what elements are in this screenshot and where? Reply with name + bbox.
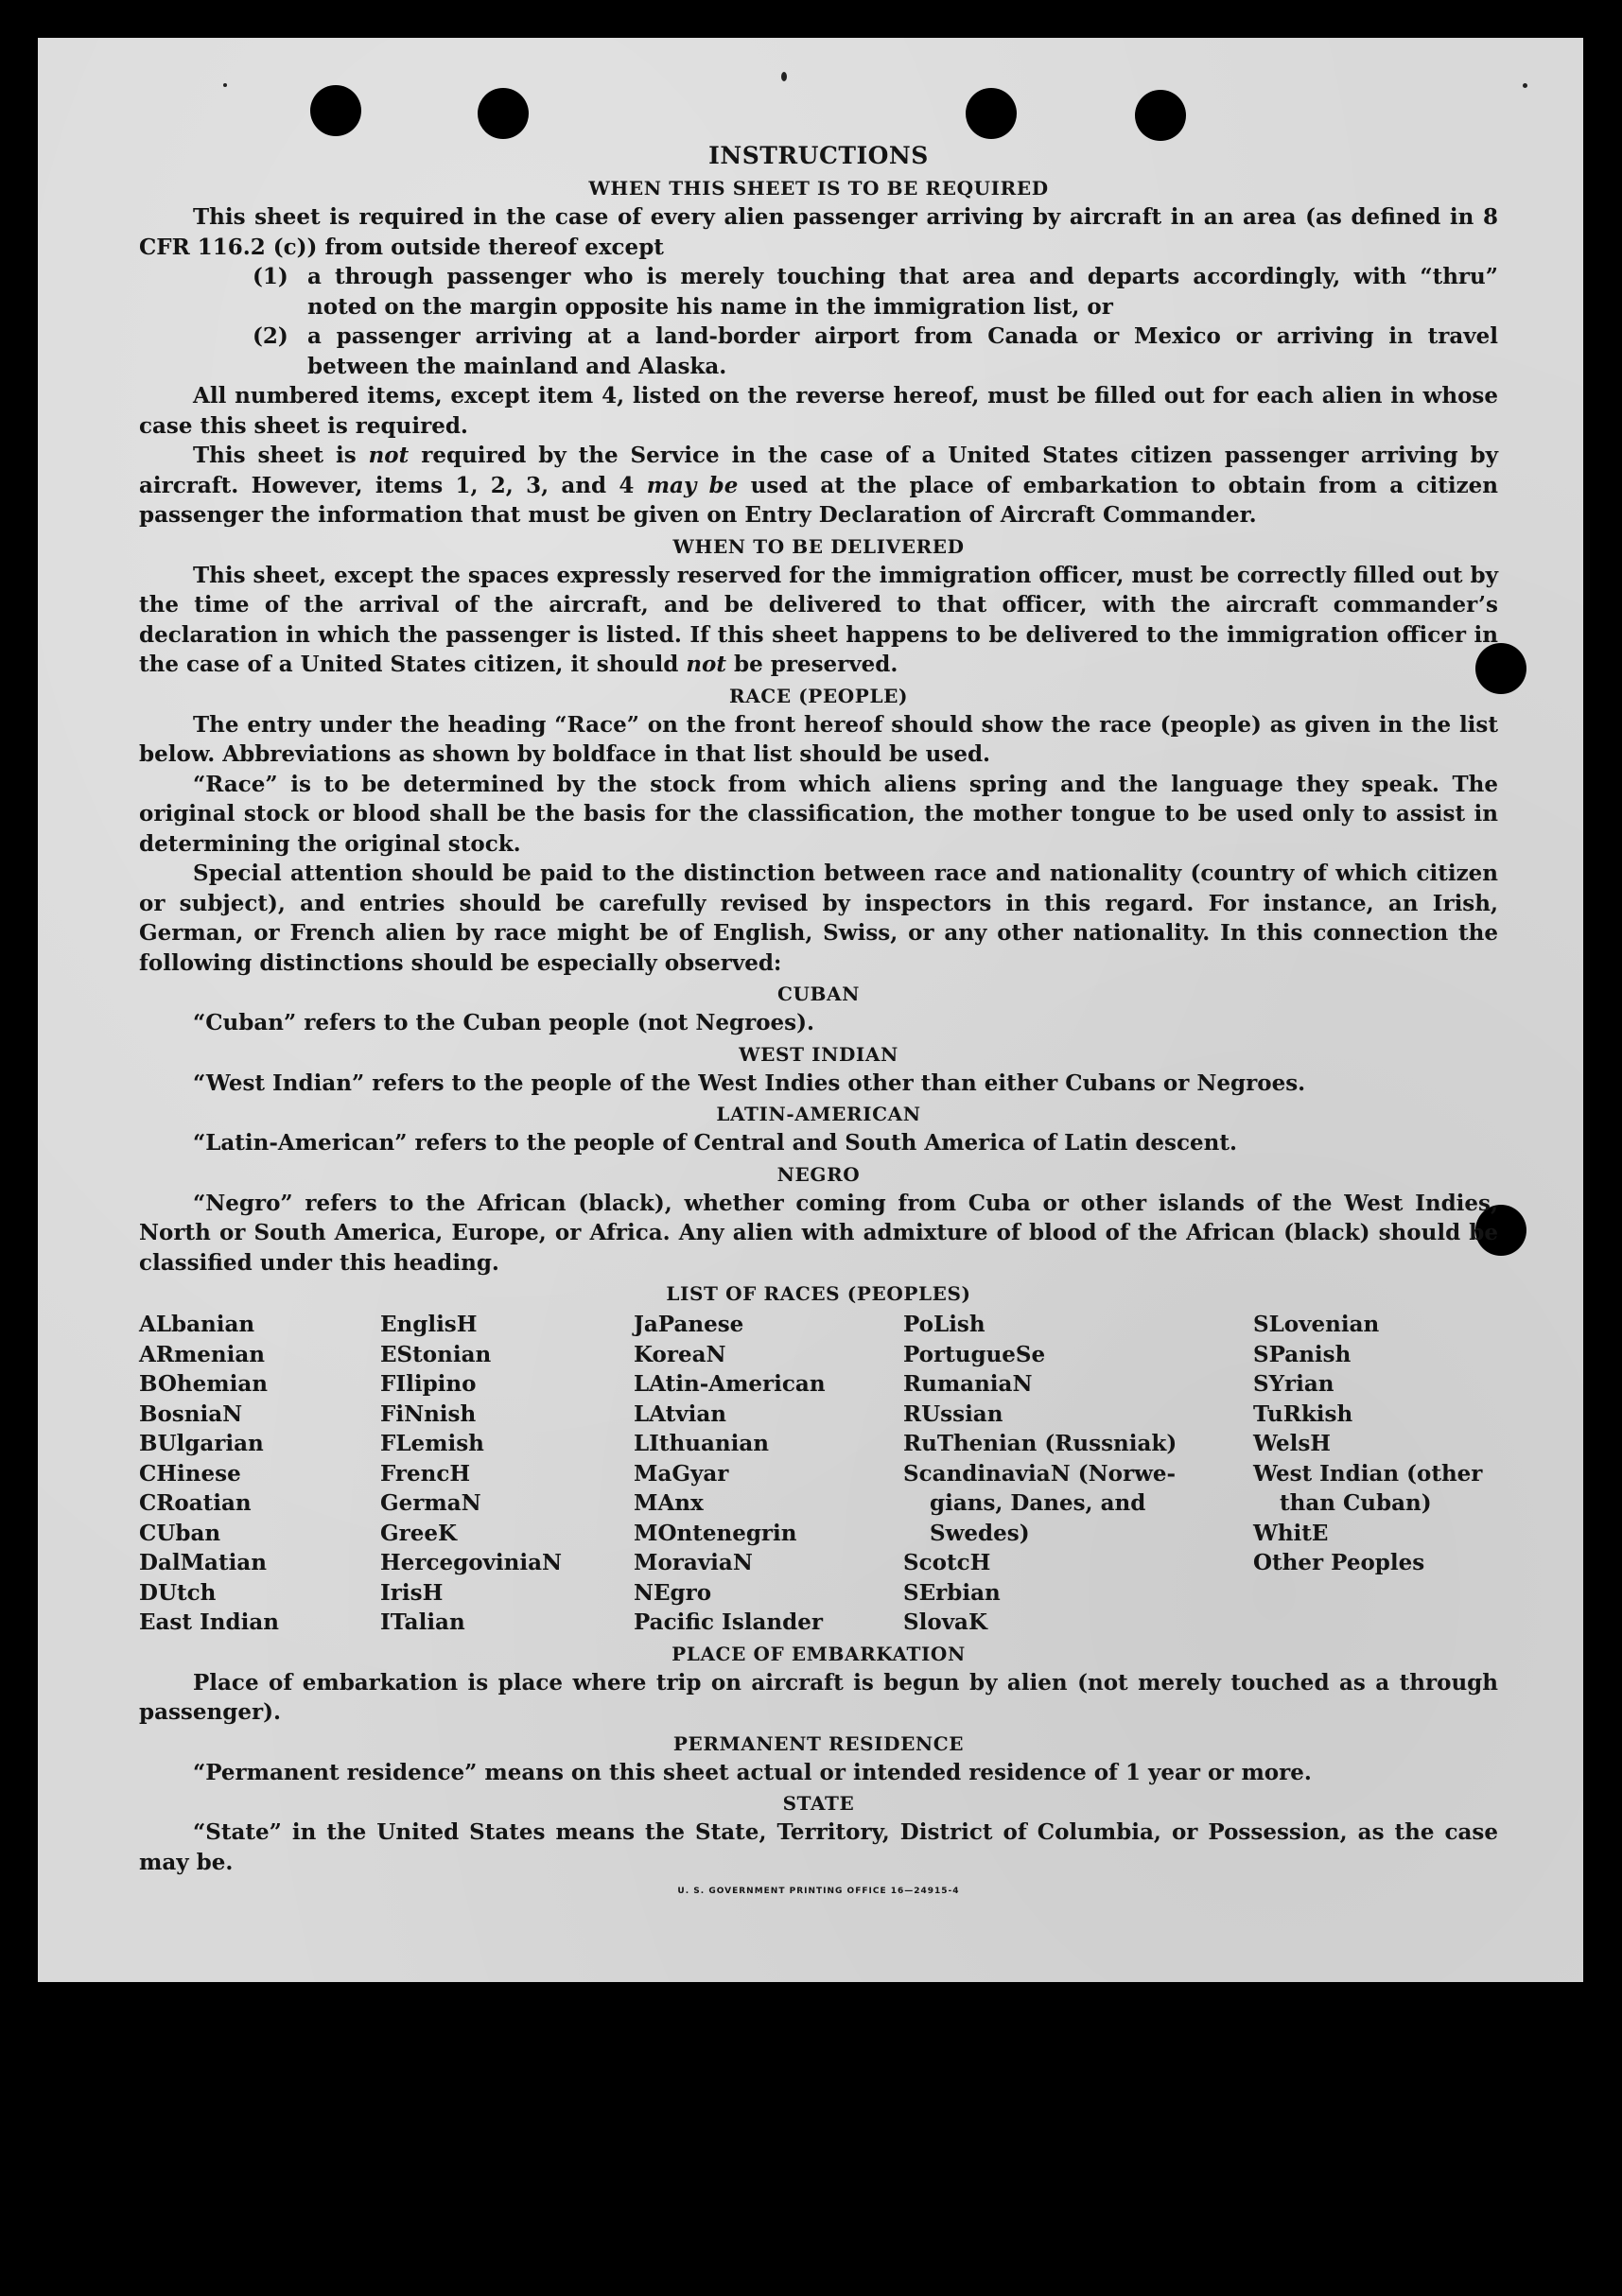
race-entry: TuRkish <box>1253 1400 1353 1427</box>
page-title: INSTRUCTIONS <box>708 142 929 169</box>
race-entry: MoraviaN <box>634 1550 753 1575</box>
item-number: (1) <box>253 264 288 289</box>
paragraph: The entry under the heading “Race” on the front hereof should show the race (people) as given in the list below. Abbreviations as shown by boldface in that list should be used. <box>139 711 1498 767</box>
race-entry: LIthuanian <box>634 1431 769 1456</box>
race-entry: CRoatian <box>139 1490 252 1516</box>
paragraph: Place of embarkation is place where trip on aircraft is begun by alien (not merely touched as a through passenger). <box>139 1669 1498 1725</box>
race-entry: ALbanian <box>139 1312 255 1337</box>
race-entry: LAtin-American <box>634 1371 826 1397</box>
paragraph <box>139 561 1498 680</box>
emphasis: not <box>368 443 410 468</box>
race-entry: GermaN <box>380 1490 481 1516</box>
race-entry: WhitE <box>1253 1520 1329 1546</box>
section-heading: WHEN TO BE DELIVERED <box>672 534 965 558</box>
text-run: This sheet is <box>193 443 369 468</box>
race-entry: ScotcH <box>903 1550 991 1575</box>
race-entry: MOntenegrin <box>634 1520 797 1546</box>
race-entry: ITalian <box>380 1609 465 1635</box>
race-entry: DalMatian <box>139 1550 267 1575</box>
section-heading: LATIN-AMERICAN <box>716 1103 921 1125</box>
race-entry: SYrian <box>1253 1371 1334 1397</box>
race-entry: East Indian <box>139 1609 279 1635</box>
race-entry: RuThenian (Russniak) <box>903 1431 1177 1456</box>
printing-office-footer: U. S. GOVERNMENT PRINTING OFFICE 16—24915-4 <box>677 1887 960 1896</box>
race-entry: MAnx <box>634 1490 704 1516</box>
emphasis: may be <box>646 472 739 498</box>
races-column <box>139 1310 380 1638</box>
emphasis: not <box>686 652 727 677</box>
paragraph: “Permanent residence” means on this sheet actual or intended residence of 1 year or more. <box>193 1759 1312 1785</box>
paragraph: “West Indian” refers to the people of the West Indies other than either Cubans or Negroes. <box>193 1070 1306 1096</box>
race-entry: BOhemian <box>139 1371 268 1397</box>
race-entry: SLovenian <box>1253 1312 1380 1337</box>
race-entry: BosniaN <box>139 1400 243 1427</box>
race-entry: DUtch <box>139 1579 217 1606</box>
list-item <box>253 322 1498 381</box>
text-run: This sheet, except the spaces expressly reserved for the immigration officer, must be correctly filled out by the time of the arrival of the aircraft, and be delivered to that officer, with the aircraft commander’s declaration in which the passenger is listed. If this sheet happens to be delivered to the immigration officer in the case of a United States citizen, it should <box>139 562 1498 677</box>
paragraph: Special attention should be paid to the distinction between race and nationality (country of which citizen or subject), and entries should be carefully revised by inspectors in this regard. For instance, an Irish, German, or French alien by race might be of English, Swiss, or any other nationality. In this connection the following distinctions should be especially observed: <box>139 861 1498 976</box>
race-entry: PortugueSe <box>903 1341 1046 1367</box>
speck <box>1523 83 1527 88</box>
section-heading: WHEN THIS SHEET IS TO BE REQUIRED <box>588 177 1049 200</box>
punch-hole <box>966 88 1017 139</box>
race-entry: RumaniaN <box>903 1371 1033 1397</box>
races-column <box>380 1310 634 1638</box>
race-entry: GreeK <box>380 1520 458 1546</box>
race-entry: LAtvian <box>634 1400 726 1427</box>
races-column <box>1253 1310 1494 1638</box>
race-entry: EStonian <box>380 1341 492 1367</box>
race-entry: FiNnish <box>380 1400 477 1427</box>
section-heading: PLACE OF EMBARKATION <box>671 1642 966 1665</box>
document-sheet <box>38 38 1583 1982</box>
races-list <box>139 1310 1498 1638</box>
race-entry: JaPanese <box>634 1312 744 1337</box>
race-entry: CHinese <box>139 1460 241 1487</box>
paragraph: “Cuban” refers to the Cuban people (not Negroes). <box>193 1010 815 1035</box>
race-entry: West Indian (other <box>1253 1460 1483 1487</box>
text-run: be preserved. <box>726 652 898 677</box>
race-entry: gians, Danes, and <box>930 1490 1146 1516</box>
race-entry: ARmenian <box>139 1341 266 1367</box>
race-entry: SErbian <box>903 1579 1001 1606</box>
race-entry: SPanish <box>1253 1341 1352 1367</box>
item-number: (2) <box>253 323 288 349</box>
text-run: used at the place of embarkation to obtain from a citizen passenger the information that must be given on Entry Declaration of Aircraft Commander. <box>139 472 1498 528</box>
race-entry: KoreaN <box>634 1341 726 1367</box>
paragraph: “Race” is to be determined by the stock from which aliens spring and the language they speak. The original stock or blood shall be the basis for the classification, the mother tongue to be used only to assist in determining the original stock. <box>139 771 1498 857</box>
race-entry: WelsH <box>1253 1431 1332 1456</box>
race-entry: Other Peoples <box>1253 1550 1425 1575</box>
item-text: a through passenger who is merely touching that area and departs accordingly, with “thru” noted on the margin opposite his name in the immigration list, or <box>307 264 1498 320</box>
section-heading: RACE (PEOPLE) <box>728 684 909 707</box>
race-entry: BUlgarian <box>139 1431 264 1456</box>
races-column <box>903 1310 1253 1638</box>
section-heading: NEGRO <box>776 1162 861 1186</box>
race-entry: FLemish <box>380 1431 484 1456</box>
speck <box>781 72 787 81</box>
section-heading: STATE <box>782 1792 855 1815</box>
punch-hole <box>310 85 361 136</box>
race-entry: PoLish <box>903 1312 985 1337</box>
punch-hole <box>478 88 529 139</box>
race-entry: NEgro <box>634 1579 712 1606</box>
paragraph: “Negro” refers to the African (black), whether coming from Cuba or other islands of the West Indies, North or South America, Europe, or Africa. Any alien with admixture of blood of the African (black) should be classified under this heading. <box>139 1190 1498 1276</box>
section-heading: CUBAN <box>776 983 861 1005</box>
race-entry: Swedes) <box>930 1520 1030 1546</box>
race-entry: than Cuban) <box>1280 1490 1432 1516</box>
instructions-content <box>139 140 1498 1898</box>
race-entry: RUssian <box>903 1400 1003 1427</box>
race-entry: FIlipino <box>380 1371 477 1397</box>
race-entry: CUban <box>139 1520 221 1546</box>
race-entry: FrencH <box>380 1460 471 1487</box>
paragraph: This sheet is required in the case of every alien passenger arriving by aircraft in an area (as defined in 8 CFR 116.2 (c)) from outside thereof except <box>139 204 1498 260</box>
paragraph: All numbered items, except item 4, listed on the reverse hereof, must be filled out for each alien in whose case this sheet is required. <box>139 383 1498 439</box>
punch-hole <box>1135 90 1186 141</box>
section-heading: WEST INDIAN <box>739 1042 898 1066</box>
race-entry: IrisH <box>380 1579 444 1606</box>
race-entry: Pacific Islander <box>634 1609 823 1635</box>
text-run: required by the Service in the case of a United States citizen passenger arriving by aircraft. However, items 1, 2, 3, and 4 <box>139 443 1498 498</box>
list-item <box>253 262 1498 322</box>
paragraph: “State” in the United States means the State, Territory, District of Columbia, or Possession, as the case may be. <box>139 1819 1498 1875</box>
speck <box>223 83 227 87</box>
race-entry: SlovaK <box>903 1609 987 1635</box>
paragraph: “Latin-American” refers to the people of Central and South America of Latin descent. <box>193 1130 1237 1156</box>
section-heading: PERMANENT RESIDENCE <box>672 1731 965 1755</box>
race-entry: ScandinaviaN (Norwe- <box>903 1460 1177 1487</box>
item-text: a passenger arriving at a land-border airport from Canada or Mexico or arriving in travel between the mainland and Alaska. <box>307 323 1498 379</box>
race-entry: MaGyar <box>634 1460 729 1487</box>
section-heading: LIST OF RACES (PEOPLES) <box>666 1282 971 1305</box>
paragraph <box>139 441 1498 531</box>
races-column <box>634 1310 903 1638</box>
race-entry: EnglisH <box>380 1312 478 1337</box>
race-entry: HercegoviniaN <box>380 1550 563 1575</box>
